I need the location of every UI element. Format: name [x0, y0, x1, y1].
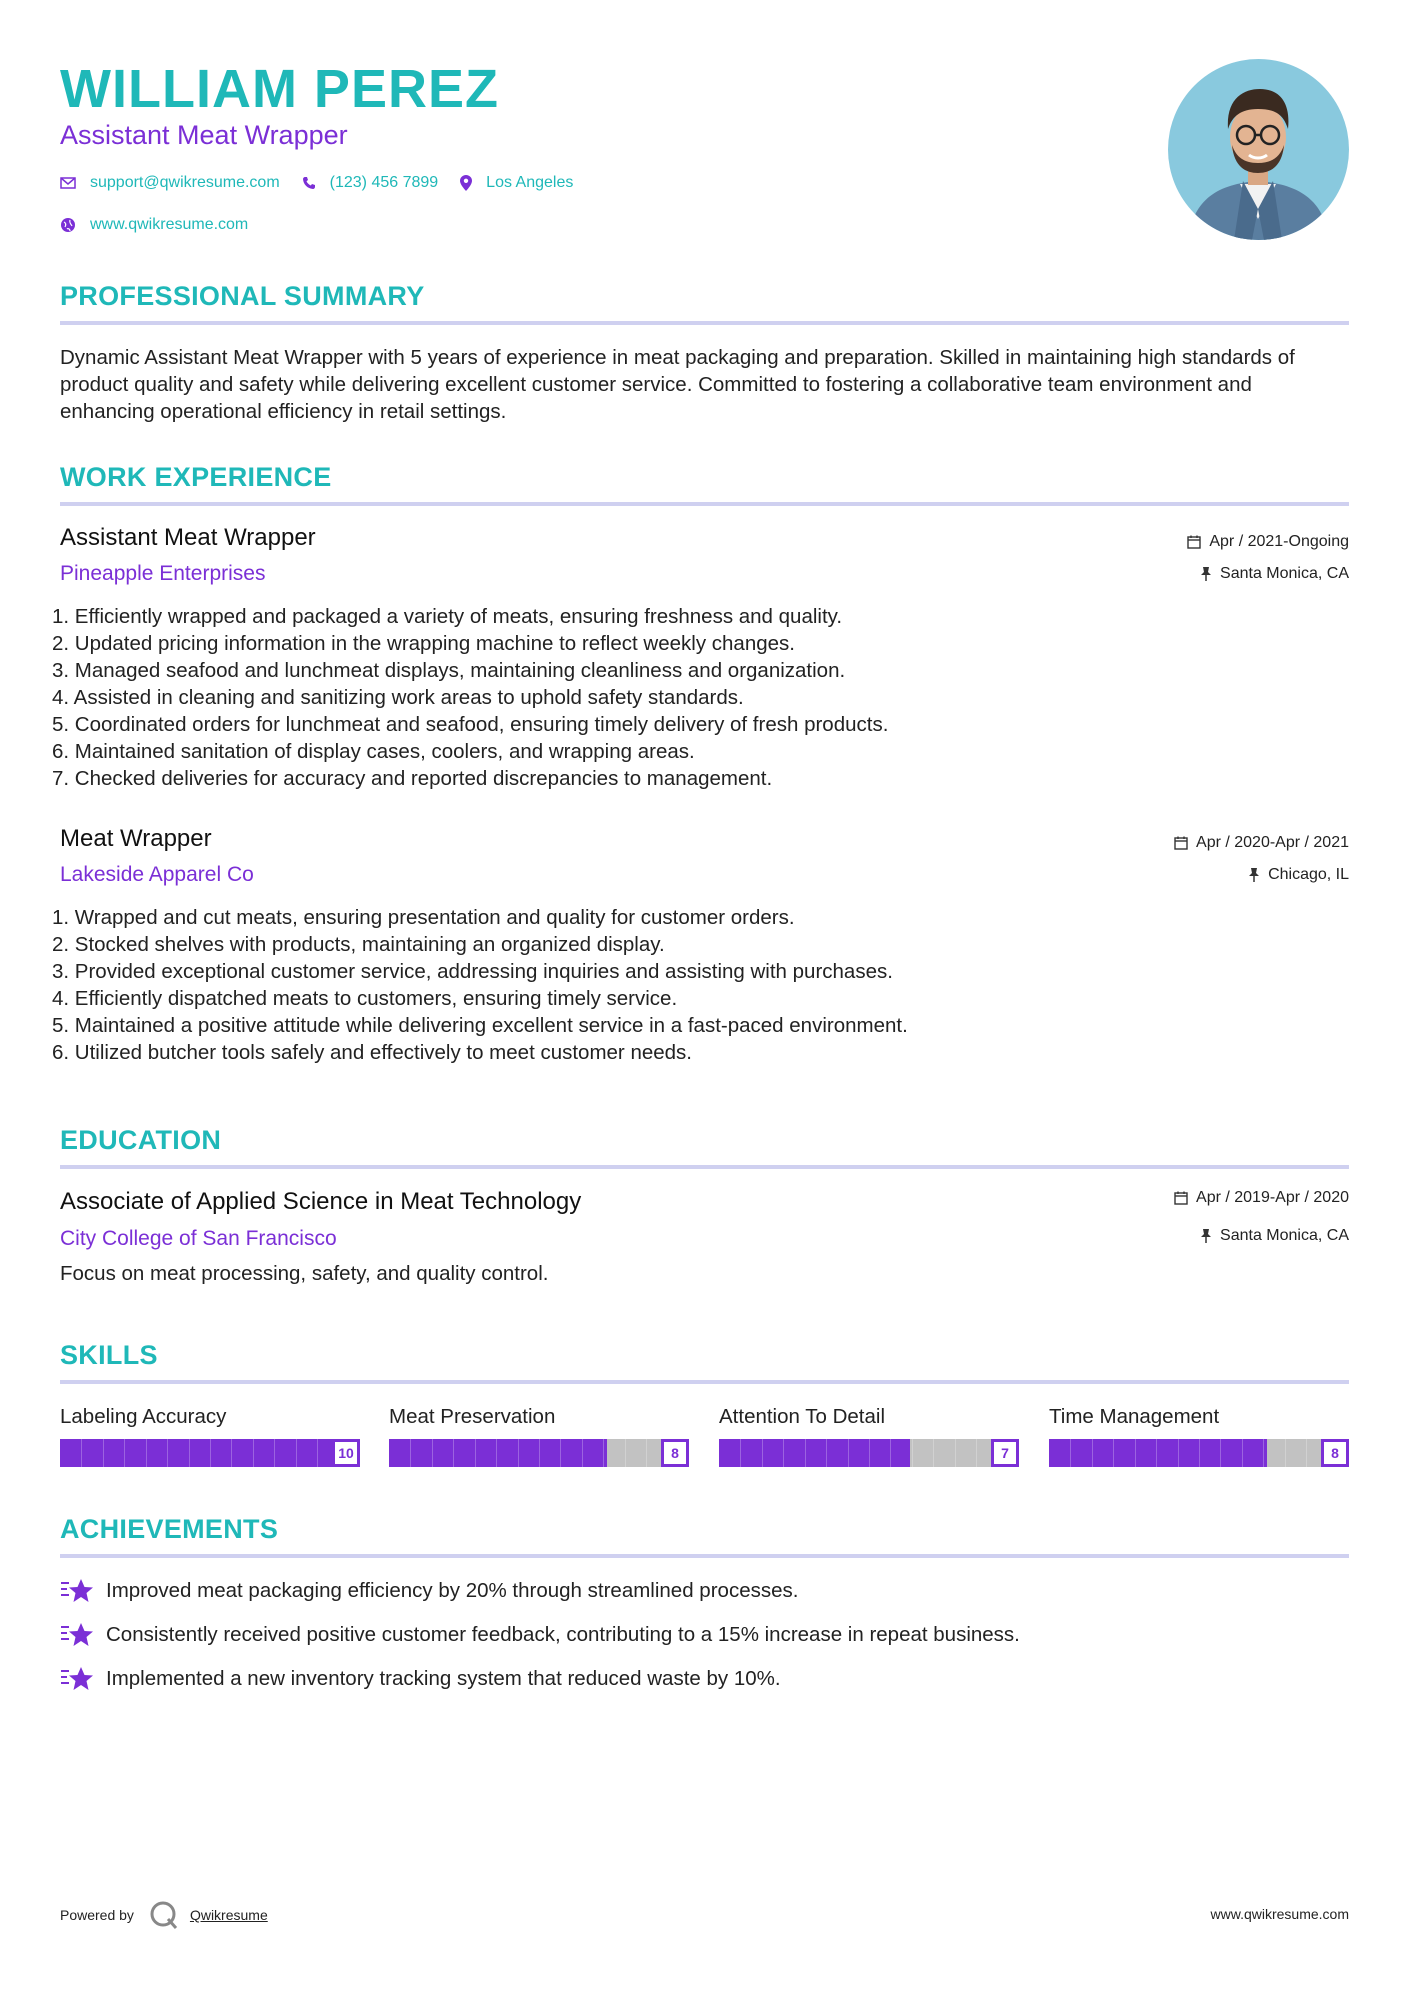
- profile-photo: [1168, 59, 1349, 240]
- skill-bar-segment: [933, 1439, 934, 1467]
- achievement-text: Consistently received positive customer feedback, contributing to a 15% increase in repeat business.: [106, 1623, 1020, 1646]
- qwikresume-logo-icon: [148, 1900, 182, 1930]
- achievement-item: [60, 1665, 781, 1693]
- skill-bar-segment: [124, 1439, 125, 1467]
- contact-website[interactable]: [60, 216, 248, 234]
- skill-item: [60, 1405, 360, 1467]
- section-title-experience: WORK EXPERIENCE: [60, 462, 332, 492]
- contact-row: [60, 174, 595, 192]
- job-bullets: [52, 904, 908, 1066]
- skill-bar-segment: [189, 1439, 190, 1467]
- skill-label: Attention To Detail: [719, 1405, 886, 1428]
- job-location-text: Santa Monica, CA: [1220, 565, 1349, 582]
- envelope-icon: [60, 177, 76, 189]
- skill-bar-segment: [317, 1439, 318, 1467]
- skill-bar-segment: [539, 1439, 540, 1467]
- pushpin-icon: [1200, 567, 1212, 581]
- skill-level-badge: 8: [661, 1439, 689, 1467]
- education-degree: Associate of Applied Science in Meat Technology: [60, 1188, 582, 1215]
- achievement-text: Implemented a new inventory tracking system that reduced waste by 10%.: [106, 1667, 781, 1690]
- section-title-education: EDUCATION: [60, 1125, 222, 1155]
- skill-bar-segment: [231, 1439, 232, 1467]
- list-item: 2. Stocked shelves with products, maintaining an organized display.: [52, 933, 665, 956]
- contact-row-website: [60, 216, 270, 234]
- skill-bar-segment: [582, 1439, 583, 1467]
- list-item: 1. Efficiently wrapped and packaged a variety of meats, ensuring freshness and quality.: [52, 605, 843, 628]
- skill-bar-segment: [103, 1439, 104, 1467]
- list-item: 7. Checked deliveries for accuracy and reported discrepancies to management.: [52, 767, 773, 790]
- job-bullets: [52, 603, 888, 792]
- skill-label: Time Management: [1049, 1405, 1220, 1428]
- list-item: 6. Utilized butcher tools safely and effectively to meet customer needs.: [52, 1041, 693, 1064]
- summary-text: Dynamic Assistant Meat Wrapper with 5 years of experience in meat packaging and preparation. Skilled in maintaining high standards of product quality and safety while delivering excellent customer service. Committed to fostering a collaborative team environment and enhancing operational efficiency in retail settings.: [60, 346, 1295, 423]
- skill-bar-segment: [1220, 1439, 1221, 1467]
- skill-item: [719, 1405, 1019, 1467]
- globe-icon: [60, 217, 76, 233]
- skill-bar-segment: [625, 1439, 626, 1467]
- job-location-text: Chicago, IL: [1268, 866, 1349, 883]
- skill-bar: [60, 1439, 360, 1467]
- list-item: 5. Coordinated orders for lunchmeat and seafood, ensuring timely delivery of fresh products.: [52, 713, 889, 736]
- skill-bar-segment: [1070, 1439, 1071, 1467]
- section-title-skills: SKILLS: [60, 1340, 158, 1370]
- skill-bar-segment: [1178, 1439, 1179, 1467]
- job-dates: [1187, 533, 1349, 551]
- skill-item: [389, 1405, 689, 1467]
- website-text: www.qwikresume.com: [90, 216, 249, 233]
- education-dates-text: Apr / 2019-Apr / 2020: [1196, 1189, 1349, 1206]
- skill-bar-segment: [1263, 1439, 1264, 1467]
- skill-bar-fill: [1049, 1439, 1267, 1467]
- skill-bar-segment: [1135, 1439, 1136, 1467]
- skill-bar-segment: [955, 1439, 956, 1467]
- skill-bar-segment: [869, 1439, 870, 1467]
- list-item: 6. Maintained sanitation of display cases, coolers, and wrapping areas.: [52, 740, 695, 763]
- location-text: Los Angeles: [486, 174, 574, 191]
- skill-bar-segment: [81, 1439, 82, 1467]
- contact-phone[interactable]: [302, 174, 439, 192]
- achievement-item: [60, 1621, 1020, 1649]
- list-item: 4. Efficiently dispatched meats to customers, ensuring timely service.: [52, 987, 678, 1010]
- footer-powered-by: [60, 1900, 268, 1930]
- skill-label: Labeling Accuracy: [60, 1405, 227, 1428]
- skill-bar-segment: [603, 1439, 604, 1467]
- phone-icon: [302, 176, 316, 190]
- job-location: [1200, 565, 1349, 583]
- list-item: 3. Provided exceptional customer service, addressing inquiries and assisting with purchases.: [52, 960, 893, 983]
- skill-bar-segment: [274, 1439, 275, 1467]
- skill-bar-segment: [253, 1439, 254, 1467]
- list-item: 3. Managed seafood and lunchmeat displays, maintaining cleanliness and organization.: [52, 659, 846, 682]
- phone-text: (123) 456 7899: [329, 174, 439, 191]
- section-divider: [60, 502, 1349, 506]
- section-divider: [60, 321, 1349, 325]
- candidate-role: Assistant Meat Wrapper: [60, 120, 348, 150]
- list-item: 4. Assisted in cleaning and sanitizing work areas to uphold safety standards.: [52, 686, 744, 709]
- pushpin-icon: [1200, 1229, 1212, 1243]
- calendar-icon: [1174, 836, 1188, 850]
- skill-bar-segment: [826, 1439, 827, 1467]
- skill-bar-segment: [496, 1439, 497, 1467]
- skill-bar-segment: [848, 1439, 849, 1467]
- skill-bar-segment: [518, 1439, 519, 1467]
- email-text: support@qwikresume.com: [90, 174, 280, 191]
- section-divider: [60, 1380, 1349, 1384]
- avatar-illustration: [1168, 59, 1349, 240]
- education-location-text: Santa Monica, CA: [1220, 1227, 1349, 1244]
- skill-bar: [389, 1439, 689, 1467]
- skill-label: Meat Preservation: [389, 1405, 556, 1428]
- skill-bar-segment: [740, 1439, 741, 1467]
- section-title-summary: PROFESSIONAL SUMMARY: [60, 281, 425, 311]
- job-title: Meat Wrapper: [60, 825, 212, 852]
- job-dates-text: Apr / 2021-Ongoing: [1209, 533, 1349, 550]
- skill-bar-segment: [890, 1439, 891, 1467]
- skill-level-badge: 10: [332, 1439, 360, 1467]
- skill-bar-segment: [560, 1439, 561, 1467]
- skill-item: [1049, 1405, 1349, 1467]
- job-dates: [1174, 834, 1349, 852]
- calendar-icon: [1187, 535, 1201, 549]
- skill-level-badge: 8: [1321, 1439, 1349, 1467]
- map-pin-icon: [460, 175, 472, 191]
- powered-by-label: Powered by: [60, 1907, 134, 1923]
- skill-bar-segment: [1242, 1439, 1243, 1467]
- education-location: [1200, 1227, 1349, 1245]
- skill-bar-segment: [805, 1439, 806, 1467]
- job-title: Assistant Meat Wrapper: [60, 524, 316, 551]
- skill-bar-segment: [783, 1439, 784, 1467]
- skill-bar-segment: [432, 1439, 433, 1467]
- calendar-icon: [1174, 1191, 1188, 1205]
- skill-bar-segment: [1113, 1439, 1114, 1467]
- skill-bar-fill: [719, 1439, 910, 1467]
- skill-bar-segment: [976, 1439, 977, 1467]
- pushpin-icon: [1248, 868, 1260, 882]
- skill-bar-segment: [475, 1439, 476, 1467]
- candidate-name: WILLIAM PEREZ: [60, 59, 499, 119]
- skill-bar-segment: [646, 1439, 647, 1467]
- contact-email[interactable]: [60, 174, 280, 192]
- footer-url[interactable]: www.qwikresume.com: [1210, 1906, 1349, 1922]
- job-company: Lakeside Apparel Co: [60, 863, 254, 886]
- skill-bar-segment: [1156, 1439, 1157, 1467]
- skill-bar-segment: [210, 1439, 211, 1467]
- skill-bar: [719, 1439, 1019, 1467]
- skill-bar-segment: [453, 1439, 454, 1467]
- star-icon: [60, 1665, 94, 1693]
- qwikresume-link[interactable]: Qwikresume: [189, 1907, 268, 1923]
- skill-bar-segment: [912, 1439, 913, 1467]
- skill-bar-segment: [410, 1439, 411, 1467]
- skill-bar-fill: [389, 1439, 607, 1467]
- job-dates-text: Apr / 2020-Apr / 2021: [1196, 834, 1349, 851]
- star-icon: [60, 1621, 94, 1649]
- skill-bar-segment: [1199, 1439, 1200, 1467]
- section-title-achievements: ACHIEVEMENTS: [60, 1514, 279, 1544]
- skill-bar-segment: [1285, 1439, 1286, 1467]
- skill-bar-segment: [167, 1439, 168, 1467]
- skill-bar-segment: [146, 1439, 147, 1467]
- contact-location: [460, 174, 573, 192]
- section-divider: [60, 1554, 1349, 1558]
- job-location: [1248, 866, 1349, 884]
- education-description: Focus on meat processing, safety, and quality control.: [60, 1262, 549, 1285]
- job-company: Pineapple Enterprises: [60, 562, 266, 585]
- skill-bar-segment: [296, 1439, 297, 1467]
- section-divider: [60, 1165, 1349, 1169]
- skill-bar-segment: [1092, 1439, 1093, 1467]
- education-school: City College of San Francisco: [60, 1227, 337, 1250]
- skill-bar: [1049, 1439, 1349, 1467]
- skill-level-badge: 7: [991, 1439, 1019, 1467]
- education-dates: [1174, 1189, 1349, 1207]
- list-item: 2. Updated pricing information in the wrapping machine to reflect weekly changes.: [52, 632, 795, 655]
- star-icon: [60, 1577, 94, 1605]
- achievement-text: Improved meat packaging efficiency by 20% through streamlined processes.: [106, 1579, 799, 1602]
- skill-bar-segment: [1306, 1439, 1307, 1467]
- achievement-item: [60, 1577, 798, 1605]
- skill-bar-segment: [762, 1439, 763, 1467]
- list-item: 5. Maintained a positive attitude while delivering excellent service in a fast-paced environment.: [52, 1014, 908, 1037]
- list-item: 1. Wrapped and cut meats, ensuring presentation and quality for customer orders.: [52, 906, 795, 929]
